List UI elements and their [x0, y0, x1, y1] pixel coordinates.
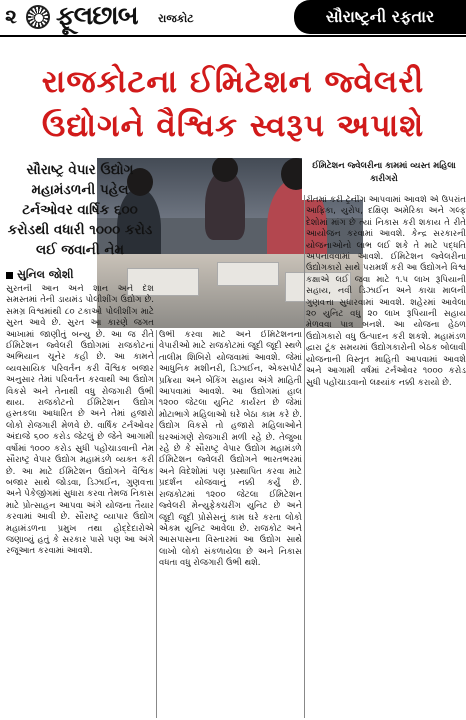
section-title: સૌરાષ્ટ્રની રફતાર	[294, 0, 466, 34]
masthead	[0, 0, 466, 34]
article-column-2: ઉભી કરવા માટે અને ઈમિટેશનના વેપારીઓ માટે રાજકોટમાં જૂદી જૂદી સ્થળે તાલીમ શિબિરો યોજવામાં આવશે. જેમાં આધુનિક મશીનરી, ડિઝાઈન, એક્સપોર્ટ પ્રક્રિયા અને બેંકિંગ સહાય અંગે માહિતી આપવામાં આવશે. આ ઉદ્યોગમાં હાલ ૧૨૦૦ જેટલા યુનિટ કાર્યરત છે જેમાં મોટાભાગે મહિલાઓ ઘરે બેઠા કામ કરે છે. ઉદ્યોગ વિકસે તો હજારો મહિલાઓને ઘરઆંગણે રોજગારી મળી રહે છે. તેજુબા રહે છે કે સૌરાષ્ટ્ર વેપાર ઉદ્યોગ મહામંડળે ઈમિટેશન જ્વેલરી ઉદ્યોગને ભારતભરમાં અને વિદેશોમાં પણ પ્રસ્થાપિત કરવા માટે પ્રદર્શન યોજવાનું નક્કી કર્યું છે. રાજકોટમાં ૧૨૦૦ જેટલા ઈમિટેશન જ્વેલરી મેન્યુફેક્ચરીંગ યુનિટ છે અને જૂદી જૂદી પ્રોસેસનું કામ ઘરે કરતા લોકો એકમ યુનિટ આવેલા છે. રાજકોટ અને આસપાસના વિસ્તારમાં આ ઉદ્યોગ સાથે લાખો લોકો સંકળાયેલા છે અને નિકાસ વધતા વધુ રોજગારી ઉભી થશે.	[159, 330, 302, 569]
headline-line-2: ઉદ્યોગને વૈશ્વિક સ્વરૂપ અપાશે	[41, 108, 425, 144]
bullet-square-icon	[6, 272, 13, 279]
column-divider	[156, 330, 157, 718]
newspaper-name: ફૂલછાબ	[56, 1, 138, 31]
emblem-icon	[26, 5, 50, 29]
byline-author: સુનિલ જોશી	[17, 268, 74, 281]
article-subheadline: સૌરાષ્ટ્ર વેપાર ઉદ્યોગ મહામંડળની પહેલ ટર્નઓવર વાર્ષિક ૬૦૦ કરોડથી વધારી ૧૦૦૦ કરોડ લઈ જવાની નેમ	[7, 162, 153, 258]
page-number: ૨	[5, 4, 17, 28]
article-headline	[0, 60, 466, 148]
photo-caption: ઈમિટેશન જ્વેલરીના કામમાં વ્યસ્ત મહિલા કારીગરો	[302, 158, 466, 200]
article-column-3: રીતમાં કરી ટ્રેનીંગ આપવામાં આવશે એ ઉપરાંત આફ્રિકા, યુરોપ, દક્ષિણ અમેરિકા અને ગલ્ફ દેશોમાં માંગ છે ત્યાં નિકાસ કરી શકાય તે રીતે આયોજન કરવામાં આવશે. કેન્દ્ર સરકારની યોજનાઓનો લાભ લઈ શકે તે માટે પદ્ધતિ અપનાવવામાં આવશે. ઈમિટેશન જ્વેલરીના ઉદ્યોગકારો સાથે પરામર્શ કરી આ ઉદ્યોગને વિશ્વ કક્ષાએ લઈ જવા માટે ૧.૫ લાખ રૂપિયાની સહાય, નવી ડિઝાઈન અને કાચા માલની ગુણવત્તા સુધારવામાં આવશે. શહેરમાં આવેલા ૨૦ યુનિટ વધુ ૨૦ લાખ રૂપિયાની સહાય મેળવવા પાત્ર બનશે. આ યોજના હેઠળ ઉદ્યોગકારો વધુ ઉત્પાદન કરી શકશે. મહામંડળ દ્વારા ટૂંક સમયમાં ઉદ્યોગકારોની બેઠક બોલાવી યોજનાની વિસ્તૃત માહિતી આપવામાં આવશે અને આગામી વર્ષમાં ટર્નઓવર ૧૦૦૦ કરોડ સુધી પહોંચાડવાનો લક્ષ્યાંક નક્કી કરાયો છે.	[306, 195, 466, 388]
edition-city: રાજકોટ	[158, 12, 194, 25]
column-divider	[304, 195, 305, 718]
masthead-divider	[0, 35, 466, 37]
byline	[6, 268, 154, 282]
headline-line-1: રાજકોટના ઈમિટેશન જ્વેલરી	[41, 64, 425, 100]
article-column-1: સુરતની આન અને શાન અને દેશ સમસ્તમાં તેની ડાયમંડ પોલીશીંગ ઉદ્યોગ છે. સમગ્ર વિશ્વમાંથી ૮૦ ટકાઓ પોલીશીંગ માટે સુરત આવે છે. સુરત આ કારણે જગત આખામાં જાણીતું બન્યુ છે. આ જ રીતે ઈમિટેશન જ્વેલરી ઉદ્યોગમાં રાજકોટનાં અભિયાન ચૂનેર કહી છે. આ કામને વ્યવસાયિક પરિવર્તન કરી વૈશ્વિક બજાર અનુસાર તેમાં પરિવર્તન કરવાથી આ ઉદ્યોગ વિકસે અને તેનાથી વધુ રોજગારી ઉભી થાય. રાજકોટનો ઈમિટેશન ઉદ્યોગ હસ્તકલા આધારિત છે અને તેમાં હજારો લોકો રોજગારી મેળવે છે. વાર્ષિક ટર્નઓવર અંદાજે ૬૦૦ કરોડ જેટલું છે જેને આગામી વર્ષોમાં ૧૦૦૦ કરોડ સુધી પહોંચાડવાની નેમ સૌરાષ્ટ્ર વેપાર ઉદ્યોગ મહામંડળે વ્યક્ત કરી છે. આ માટે ઈમિટેશન ઉદ્યોગને વૈશ્વિક બજાર સાથે જોડવા, ડિઝાઈન, ગુણવત્તા અને પેકેજીંગમાં સુધારા કરવા તેમજ નિકાસ માટે પ્રોત્સાહન આપવા અંગે યોજના તૈયાર કરવામાં આવી છે. સૌરાષ્ટ્ર વ્યાપાર ઉદ્યોગ મહામંડળના પ્રમુખ તથા હોદ્દેદારોએ જણાવ્યું હતું કે સરકાર પાસે પણ આ અંગે રજૂઆત કરવામાં આવશે.	[6, 284, 154, 557]
